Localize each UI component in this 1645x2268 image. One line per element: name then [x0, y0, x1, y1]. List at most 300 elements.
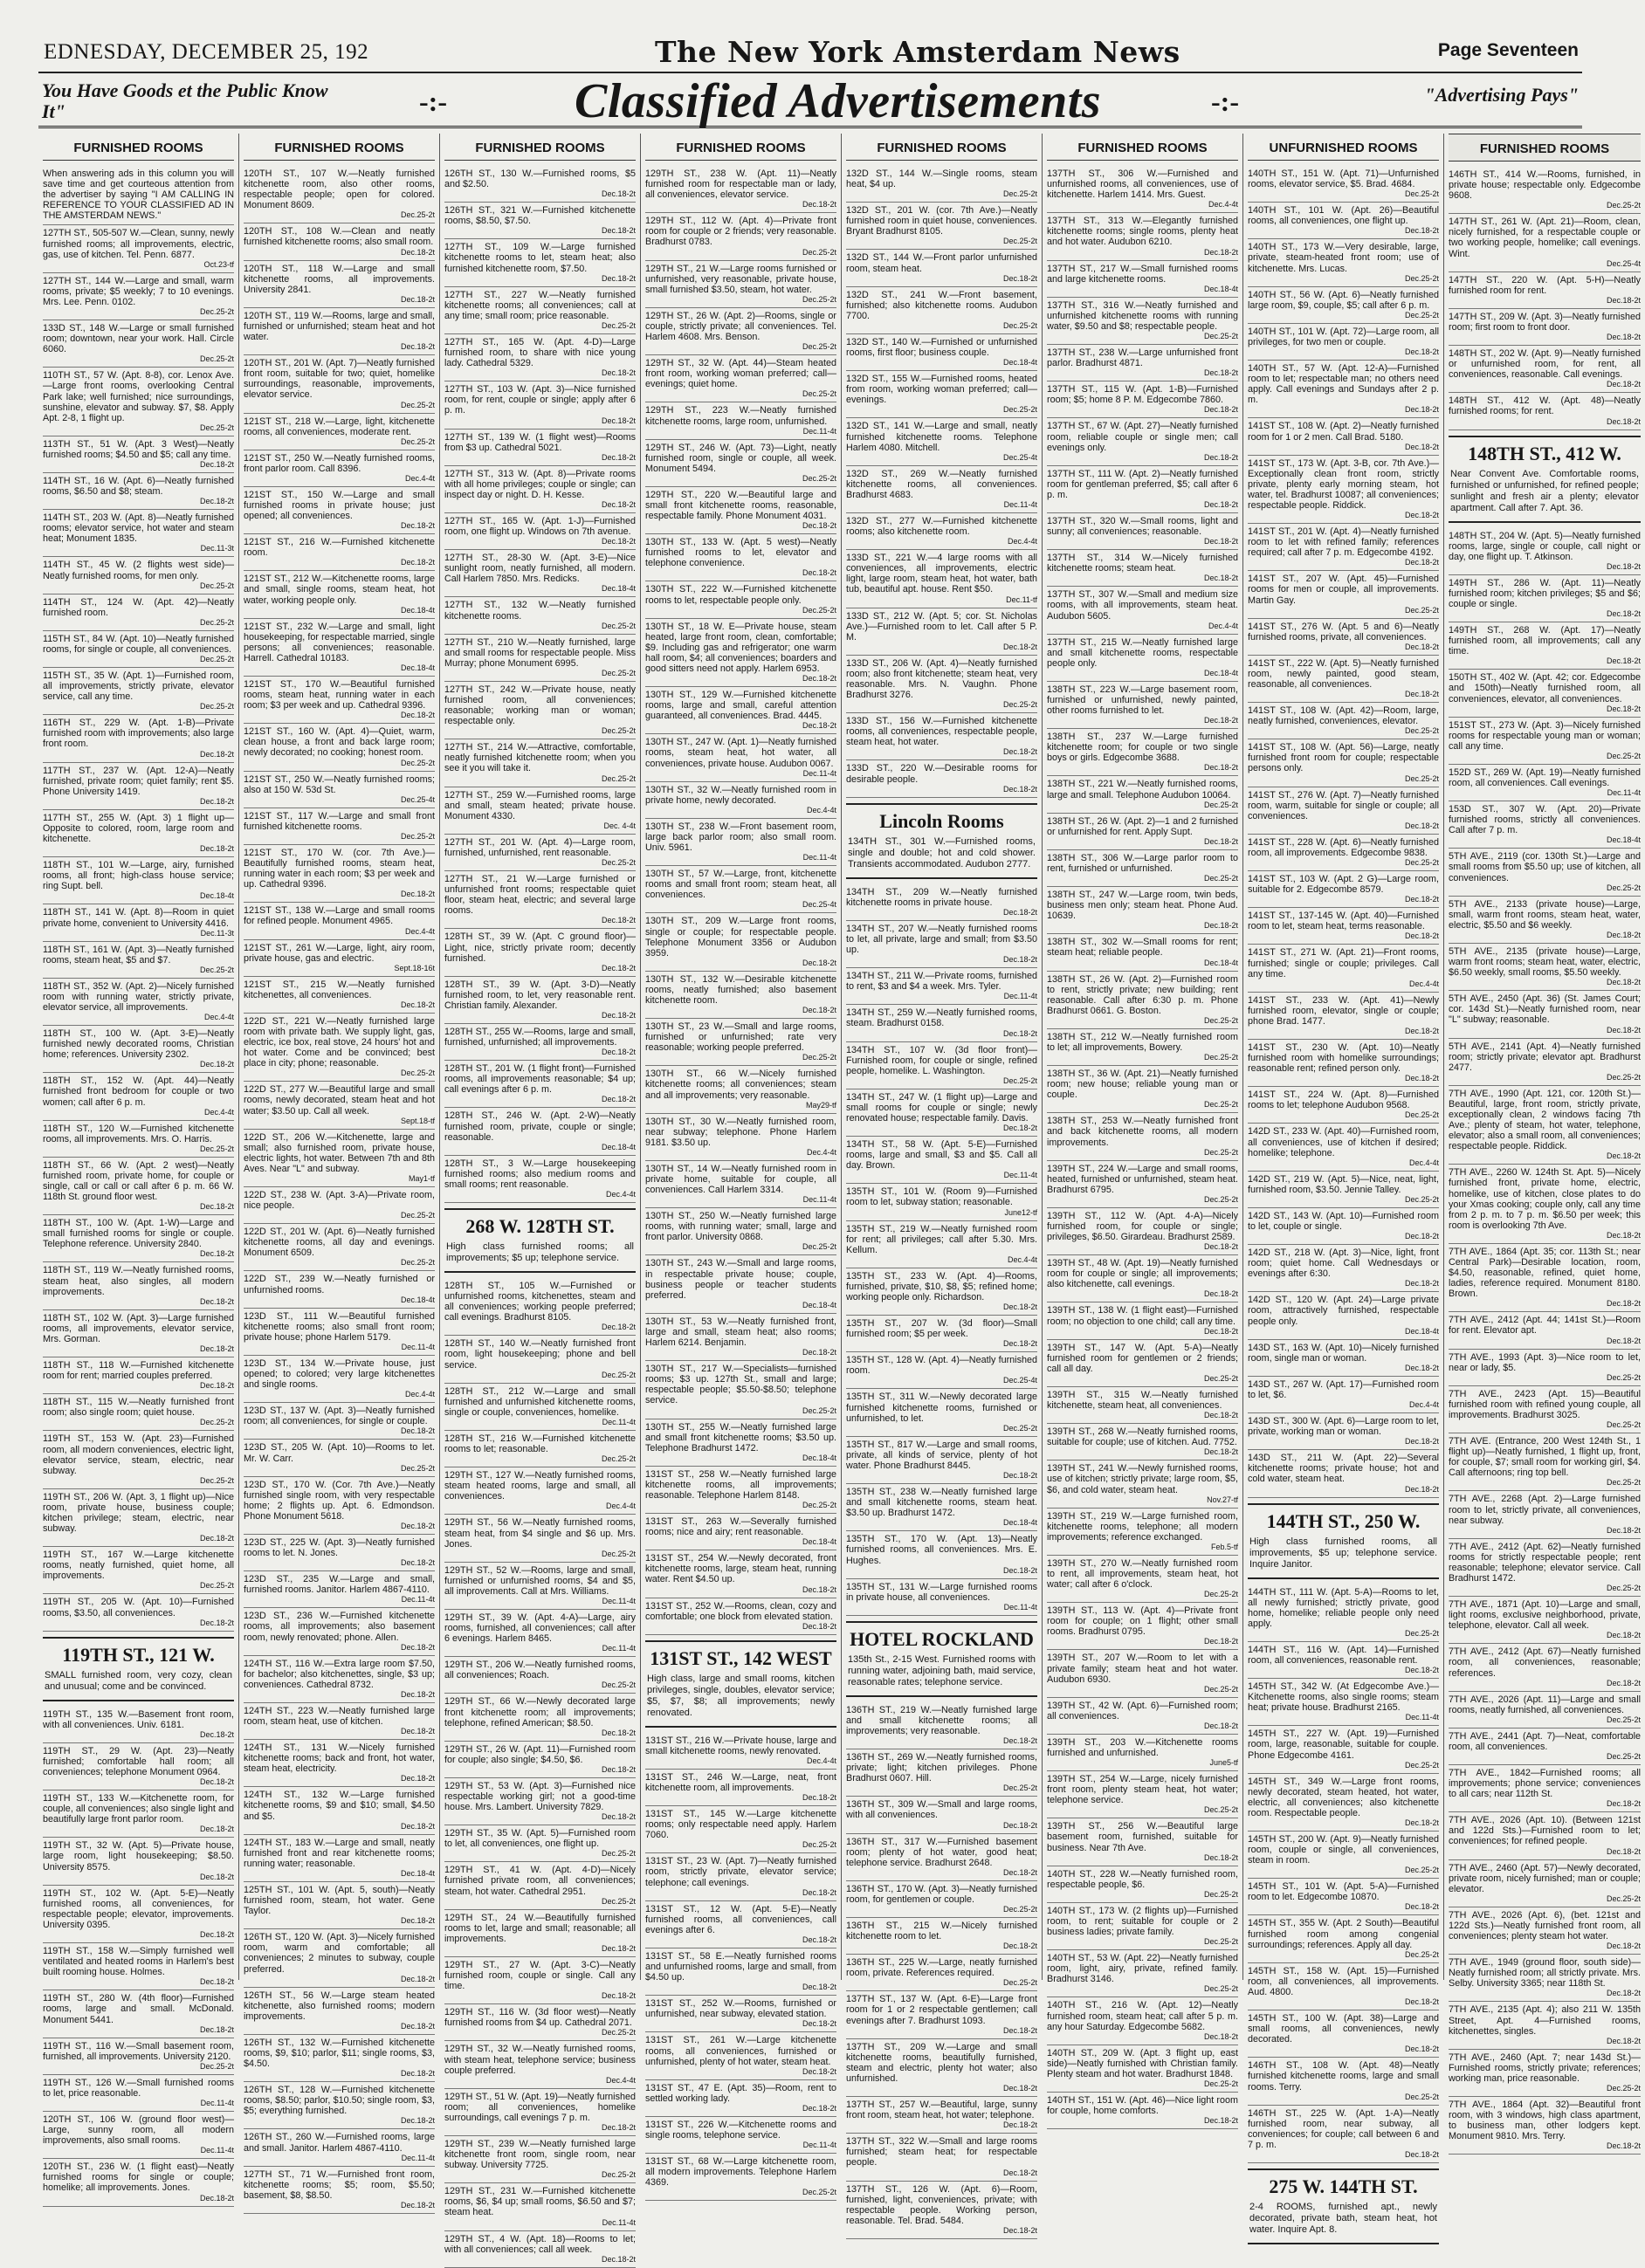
ad-insertion-code: Dec.25-2t [601, 773, 636, 783]
classified-ad: 141ST ST., 276 W. (Apt. 7)—Neatly furnished room, warm, suitable for single or couple; all conveniences. Dec.18-2t [1248, 787, 1439, 835]
classified-ad: 7TH AVE., 1864 (Apt. 35; cor. 113th St.; near Central Park)—Desirable location, room, $4.50, reasonable, refined, quiet home, ladies, reference required. Monument 8180. Brown. Dec.18-2t [1449, 1244, 1641, 1312]
ad-insertion-code: Dec.25-2t [1002, 1076, 1037, 1085]
classified-ad: 137TH ST., 257 W.—Beautiful, large, sunny front room, steam heat, hot water; telephone. Dec.18-2t [846, 2097, 1037, 2134]
classified-ad: 134TH ST., 107 W. (3d floor front)—Furnished room, for couple or single, refined people, homelike. L. Washington. Dec.25-2t [846, 1042, 1037, 1089]
classified-ad: 118TH ST., 152 W. (Apt. 44)—Neatly furnished front bedroom for couple or two women; call after 6 p. m. Dec.4-4t [43, 1073, 234, 1120]
ad-insertion-code: Dec.18-2t [199, 1930, 234, 1940]
ad-insertion-code: Dec.18-2t [601, 2122, 636, 2132]
classified-ad: 128TH ST., 39 W. (Apt. 3-D)—Neatly furnished room, to let, very reasonable rent. Christian family. Alexander. Dec.18-2t [444, 977, 636, 1024]
classified-ad: 126TH ST., 120 W. (Apt. 3)—Nicely furnished room, warm and comfortable; all conveniences; 2 minutes to subway, couple preferred. Dec.18-2t [244, 1929, 435, 1987]
ad-insertion-code: Dec.25-2t [400, 1069, 435, 1078]
classified-ad: 135TH ST., 238 W.—Neatly furnished large and small kitchenette rooms, steam heat. $3.50 up. Bradhurst 1472. Dec.18-4t [846, 1484, 1037, 1531]
section-title: Classified Advertisements [575, 74, 1102, 128]
ad-insertion-code: Dec.18-2t [802, 1983, 836, 1992]
classified-ad: 129TH ST., 41 W. (Apt. 4-D)—Nicely furnished private room, all conveniences; steam, hot water. Cathedral 2951. Dec.25-2t [444, 1862, 636, 1909]
classified-ad: 138TH ST., 247 W.—Large room, twin beds, business men only; steam heat. Phone Aud. 10639. Dec.18-2t [1047, 887, 1238, 934]
ad-insertion-code: Dec.25-2t [400, 831, 435, 841]
classified-ad: 139TH ST., 254 W.—Large, nicely furnished front room, plenty steam heat, hot water; telephone service. Dec.25-2t [1047, 1771, 1238, 1818]
classified-ad: 7TH AVE., 1993 (Apt. 3)—Nice room to let, near or lady, $5. Dec.25-2t [1449, 1350, 1641, 1386]
ad-insertion-code: Dec.25-2t [1606, 2083, 1641, 2093]
ad-insertion-code: Dec.25-2t [802, 389, 836, 399]
classified-ad: 138TH ST., 306 W.—Large parlor room to rent, furnished or unfurnished. Dec.25-2t [1047, 850, 1238, 887]
ad-insertion-code: Dec.25-2t [601, 668, 636, 677]
classified-ad: 7TH AVE., 2260 W. 124th St. Apt. 5)—Nicely furnished front, private home, electric, homelike, use of kitchen, close plates to do your Xmas cooking; couple only, call any time from 2 p. m. to 7 p. m. $6.50 per week; this room is overlooking 7th Ave. Dec.18-2t [1449, 1165, 1641, 1244]
classified-ad: 7TH AVE., 1949 (ground floor, south side)—Neatly furnished room; all strictly private. Mrs. Selby. University 3365; near 118th St. Dec.18-2t [1449, 1955, 1641, 2002]
classified-ad: 138TH ST., 26 W. (Apt. 2)—Furnished room to rent, strictly private; new building; rent reasonable. Call after 6:30 p. m. Phone Bradhurst 0661. G. Boston. Dec.25-2t [1047, 972, 1238, 1029]
classified-ad: 121ST ST., 218 W.—Large, light, kitchenette rooms, all conveniences, moderate rent. Dec.25-2t [244, 414, 435, 450]
ad-insertion-code: Dec.18-2t [1404, 1026, 1439, 1035]
ad-insertion-code: Dec.25-2t [1404, 1110, 1439, 1120]
classified-ad: 139TH ST., 268 W.—Neatly furnished rooms, suitable for couple; use of kitchen. Aud. 7752. Dec.18-2t [1047, 1424, 1238, 1460]
classified-ad: 127TH ST., 28-30 W. (Apt. 3-E)—Nice sunlight room, neatly furnished, all modern. Call Harlem 7850. Mrs. Redicks. Dec.18-4t [444, 550, 636, 597]
ad-insertion-code: Dec.18-2t [400, 1774, 435, 1783]
classified-ad: 127TH ST., 210 W.—Neatly furnished, large and small rooms for respectable people. Miss Murray; phone Monument 6995. Dec.25-2t [444, 635, 636, 682]
ad-insertion-code: Dec.18-2t [601, 1728, 636, 1737]
classified-ad: 130TH ST., 217 W.—Specialists—furnished rooms; $3 up. 127th St., small and large; respectable people; $5.50-$8.50; telephone service. Dec.25-2t [645, 1361, 836, 1419]
ad-insertion-code: Dec.18-2t [1002, 1942, 1037, 1951]
ad-insertion-code: Dec.18-2t [1203, 1326, 1238, 1336]
classified-ad: 129TH ST., 239 W.—Neatly furnished large kitchenette front room, single room, near subway. University 7725. Dec.25-2t [444, 2136, 636, 2183]
ad-insertion-code: Dec.25-2t [1002, 1783, 1037, 1793]
ad-insertion-code: Dec.18-2t [601, 1095, 636, 1104]
ad-insertion-code: Dec.18-2t [400, 2116, 435, 2126]
ad-insertion-code: Dec.18-2t [1404, 1232, 1439, 1241]
classified-ad: 145TH ST., 227 W. (Apt. 19)—Furnished room, large, reasonable, suitable for couple. Phone Edgecombe 4161. Dec.25-2t [1248, 1726, 1439, 1773]
ad-insertion-code: Dec.18-2t [1203, 1289, 1238, 1299]
classified-ad: 146TH ST., 225 W. (Apt. 1-A)—Neatly furnished room, near subway, all conveniences; for couple; call between 6 and 7 p. m. Dec.18-2t [1248, 2106, 1439, 2163]
ad-insertion-code: Dec.18-2t [1606, 704, 1641, 713]
classified-ad: 130TH ST., 14 W.—Neatly furnished room in private home, suitable for couple, all conveniences. Call Harlem 3314. Dec.11-4t [645, 1161, 836, 1208]
left-slogan: You Have Goods et the Public Know It" [42, 79, 328, 122]
ad-insertion-code: Dec.18-2t [199, 796, 234, 806]
classified-ad: 141ST ST., 103 W. (Apt. 2 G)—Large room, suitable for 2. Edgecombe 8579. Dec.18-2t [1248, 871, 1439, 908]
display-ad-body: 134TH ST., 301 W.—Furnished rooms, single and double; hot and cold shower. Transients accommodated. Audubon 2777. [848, 835, 1036, 869]
classified-ad: 119TH ST., 135 W.—Basement front room, with all conveniences. Univ. 6181. Dec.18-2t [43, 1707, 234, 1743]
ad-insertion-code: Dec.25-2t [802, 342, 836, 352]
classified-ad: 128TH ST., 246 W. (Apt. 2-W)—Neatly furnished room, private, couple or single; reasonable. Dec.18-4t [444, 1108, 636, 1155]
ad-insertion-code: Dec.25-2t [601, 621, 636, 630]
classified-ad: 5TH AVE., 2135 (private house)—Large, warm front rooms; steam heat, water, electric, $6.50 weekly, small rooms, $5.50 weekly. Dec.18-2t [1449, 944, 1641, 991]
ad-insertion-code: Dec. 4-4t [603, 821, 636, 830]
ad-insertion-code: Dec.11-4t [602, 2217, 636, 2227]
classified-ad: 123D ST., 236 W.—Furnished kitchenette rooms, all improvements; also basement room, newly renovated; phone. Allen. Dec.18-2t [244, 1608, 435, 1655]
classified-ad: 132D ST., 201 W. (cor. 7th Ave.)—Neatly furnished room in quiet house, conveniences. Bryant Bradhurst 8105. Dec.25-2t [846, 203, 1037, 250]
classified-ad: 136TH ST., 219 W.—Neatly furnished large and small kitchenette rooms; all improvements; very reasonable. Dec.18-2t [846, 1702, 1037, 1749]
classified-ad: 130TH ST., 18 W. E—Private house, steam heated, large front room, clean, comfortable; $9. Including gas and refrigerator; one warm hall room, $4; all conveniences; boarders and good sitters need not apply. Harlem 6953. Dec.18-2t [645, 619, 836, 687]
ad-insertion-code: Dec.18-2t [1606, 609, 1641, 619]
display-ad-heading: 119TH ST., 121 W. [62, 1643, 215, 1666]
ad-insertion-code: Dec.25-2t [400, 1211, 435, 1220]
ad-insertion-code: Dec.18-2t [1203, 1637, 1238, 1646]
classified-ad: 5TH AVE., 2119 (cor. 130th St.)—Large and small rooms from $5.50 up; use of kitchen, all conveniences. Dec.25-2t [1449, 849, 1641, 896]
ad-insertion-code: Dec.4-4t [806, 1756, 836, 1765]
ad-insertion-code: Dec.25-2t [802, 294, 836, 304]
classified-ad: 145TH ST., 101 W. (Apt. 5-A)—Furnished room to let. Edgecombe 10870. Dec.18-2t [1248, 1879, 1439, 1915]
ad-insertion-code: Dec.25-2t [400, 758, 435, 767]
classified-ad: 123D ST., 111 W.—Beautiful furnished kitchenette rooms; also small front room; private house; phone Harlem 5179. Dec.11-4t [244, 1309, 435, 1356]
classified-ad: 122D ST., 238 W. (Apt. 3-A)—Private room, nice people. Dec.25-2t [244, 1187, 435, 1224]
classified-ad: 114TH ST., 16 W. (Apt. 6)—Neatly furnished rooms, $6.50 and $8; steam. Dec.18-2t [43, 473, 234, 510]
ad-insertion-code: Dec.11-4t [1003, 992, 1037, 1001]
column-4 [641, 134, 842, 2197]
classified-ad: 142D ST., 120 W. (Apt. 24)—Large private room, attractively furnished, respectable people only. Dec.18-4t [1248, 1292, 1439, 1339]
classified-ad: 127TH ST., 214 W.—Attractive, comfortable, neatly furnished kitchenette room; when you see it you will take it. Dec.25-2t [444, 739, 636, 787]
ad-insertion-code: Dec.18-2t [601, 1943, 636, 1953]
classified-ad: 126TH ST., 260 W.—Furnished rooms, large and small. Janitor. Harlem 4867-4110. Dec.11-4t [244, 2129, 435, 2166]
classified-ad: 132D ST., 155 W.—Furnished rooms, heated from room, working woman preferred; call—evenings. Dec.25-2t [846, 371, 1037, 418]
ad-insertion-code: Dec.18-2t [1606, 2036, 1641, 2045]
display-ad-body: 135th St., 2-15 West. Furnished rooms with running water, adjoining bath, maid service, reasonable rates; telephone service. [848, 1653, 1036, 1687]
ad-insertion-code: Dec.18-2t [1606, 561, 1641, 571]
ad-insertion-code: Dec.18-2t [1606, 380, 1641, 389]
column-heading: FURNISHED ROOMS [444, 134, 636, 161]
ad-insertion-code: Dec.25-2t [199, 617, 234, 627]
classified-ad: 119TH ST., 280 W. (4th floor)—Furnished rooms, large and small. McDonald. Monument 5441. Dec.18-2t [43, 1990, 234, 2038]
ad-insertion-code: Dec.18-2t [400, 247, 435, 257]
ad-insertion-code: Dec.18-4t [400, 1868, 435, 1878]
ad-insertion-code: Dec.18-2t [1404, 1997, 1439, 2007]
classified-ad: 129TH ST., 220 W.—Beautiful large and small front kitchenette rooms, reasonable, respectable family. Phone Monument 4031. Dec.18-2t [645, 487, 836, 534]
ad-insertion-code: Dec.18-4t [400, 1295, 435, 1304]
classified-ad: 7TH AVE., 1864 (Apt. 32)—Beautiful front room, with 3 windows, high class apartment, to business man, other lodgers kept. Monument 9810. Mrs. Terry. Dec.18-2t [1449, 2097, 1641, 2155]
classified-ad: 141ST ST., 108 W. (Apt. 56)—Large, neatly furnished front room for couple; respectable persons only. Dec.25-2t [1248, 739, 1439, 787]
ad-insertion-code: Dec.11-4t [802, 426, 836, 436]
classified-ad: 145TH ST., 342 W. (At Edgecombe Ave.)—Kitchenette rooms, also single rooms; steam heat; private house. Bradhurst 2165. Dec.11-4t [1248, 1679, 1439, 1726]
classified-ad: 118TH ST., 66 W. (Apt. 2 west)—Neatly furnished room, private home, for couple or single, call or call or call after 6 p. m. 66 W. 118th St. ground floor west. Dec.18-2t [43, 1158, 234, 1215]
ad-insertion-code: Dec.18-2t [802, 1006, 836, 1015]
classified-ad: 114TH ST., 45 W. (2 flights west side)—Neatly furnished rooms, for men only. Dec.25-2t [43, 557, 234, 594]
ad-insertion-code: Dec.18-2t [199, 1777, 234, 1787]
classified-ad: 130TH ST., 23 W.—Small and large rooms, furnished or unfurnished; rate very reasonable; working people preferred. Dec.25-2t [645, 1019, 836, 1066]
classified-ad: 130TH ST., 243 W.—Small and large rooms, in respectable private house; couple, business people or teacher students preferred. Dec.18-4t [645, 1255, 836, 1313]
classified-ad: 138TH ST., 26 W. (Apt. 2)—1 and 2 furnished or unfurnished for rent. Apply Supt. Dec.18-2t [1047, 814, 1238, 850]
ad-insertion-code: Dec.18-2t [1002, 1124, 1037, 1133]
ad-insertion-code: Dec.4-4t [1007, 537, 1037, 546]
classified-ad: 7TH AVE., 2412 (Apt. 62)—Neatly furnished rooms for strictly respectable people; rent reasonable; telephone; elevator service. Call Bradhurst 1472. Dec.25-2t [1449, 1539, 1641, 1597]
ad-insertion-code: Dec.18-2t [1606, 656, 1641, 666]
classified-ad: 142D ST., 143 W. (Apt. 10)—Furnished room to let, couple or single. Dec.18-2t [1248, 1208, 1439, 1245]
ad-insertion-code: Dec.18-2t [1606, 2141, 1641, 2151]
ad-insertion-code: Dec.18-4t [802, 1537, 836, 1547]
display-ad [43, 1637, 234, 1701]
classified-ad: 7TH AVE., 2423 (Apt. 15)—Beautiful furnished room with refined young couple, all improvements. Bradhurst 3025. Dec.25-2t [1449, 1386, 1641, 1433]
classified-ad: 138TH ST., 237 W.—Large furnished kitchenette room; for couple or two single boys or girls. Edgecombe 3688. Dec.18-2t [1047, 729, 1238, 776]
ad-insertion-code: Dec.25-2t [1606, 201, 1641, 210]
classified-ad: 137TH ST., 137 W. (Apt. 6-E)—Large front room for 1 or 2 respectable gentlemen; call evenings after 7. Bradhurst 1093. Dec.18-2t [846, 1991, 1037, 2038]
classified-ad: 135TH ST., 101 W. (Room 9)—Furnished room to let, subway station; reasonable. June12-tf [846, 1184, 1037, 1220]
classified-ad: 129TH ST., 27 W. (Apt. 3-C)—Neatly furnished room, couple or single. Call any time. Dec.18-2t [444, 1957, 636, 2004]
ad-insertion-code: Dec.18-2t [1606, 295, 1641, 305]
ad-insertion-code: Dec.4-4t [806, 805, 836, 814]
classified-ad: 138TH ST., 223 W.—Large basement room, furnished or unfurnished, newly painted, other rooms furnished to let. Dec.18-2t [1047, 682, 1238, 729]
classified-ad: 121ST ST., 261 W.—Large, light, airy room, private house, gas and electric. Sept.18-16t [244, 940, 435, 977]
classified-ad: 142D ST., 219 W. (Apt. 5)—Nice, neat, light, furnished room, $3.50. Jennie Talley. Dec.25-2t [1248, 1172, 1439, 1208]
ad-insertion-code: Dec.25-2t [400, 210, 435, 220]
ad-insertion-code: Dec.18-2t [802, 1887, 836, 1897]
classified-ad: 121ST ST., 160 W. (Apt. 4)—Quiet, warm, clean house, a front and back large room; newly decorated; no cooking; honest room. Dec.25-2t [244, 724, 435, 771]
display-ad-heading: 144TH ST., 250 W. [1266, 1509, 1421, 1532]
ad-insertion-code: Dec.18-2t [400, 1426, 435, 1436]
ad-insertion-code: Dec.25-4t [1606, 258, 1641, 268]
ad-insertion-code: Dec.11-4t [802, 768, 836, 778]
classified-ad: 129TH ST., 52 W.—Rooms, large and small, furnished or unfurnished rooms, $4 and $5, all improvements. Call at Mrs. Williams. Dec.11-4t [444, 1563, 636, 1610]
classified-ad: 131ST ST., 145 W.—Large kitchenette rooms; only respectable need apply. Harlem 7060. Dec.25-2t [645, 1806, 836, 1853]
display-ad-heading: Lincoln Rooms [879, 809, 1004, 832]
classified-ad: 140TH ST., 228 W.—Neatly furnished room, respectable people, $6. Dec.25-2t [1047, 1866, 1238, 1903]
classified-ad: 129TH ST., 4 W. (Apt. 18)—Rooms to let; with all conveniences; call all week. Dec.18-2t [444, 2231, 636, 2268]
ad-insertion-code: Dec.18-2t [400, 342, 435, 352]
ad-insertion-code: Dec.25-2t [1606, 883, 1641, 892]
classified-ad: 121ST ST., 232 W.—Large and small, light housekeeping, for respectable married, single persons; all conveniences; reasonable. Harrell. Cathedral 10183. Dec.18-4t [244, 619, 435, 677]
ad-insertion-code: Dec.18-2t [1002, 1867, 1037, 1877]
classified-ad: 7TH AVE. (Entrance, 200 West 124th St., 1 flight up)—Neatly furnished, 1 flight up, front, for couple, $7; small room for working girl, $4. Call afternoons; ring top bell. Dec.25-2t [1449, 1433, 1641, 1491]
classified-ad: 114TH ST., 124 W. (Apt. 42)—Neatly furnished room. Dec.25-2t [43, 594, 234, 631]
classified-ad: 139TH ST., 315 W.—Neatly furnished kitchenette, steam heat, all conveniences. Dec.18-2t [1047, 1387, 1238, 1424]
ad-insertion-code: Dec.25-2t [1404, 310, 1439, 320]
classified-ad: 145TH ST., 158 W. (Apt. 15)—Furnished room, all conveniences, all improvements. Aud. 4800. Dec.18-2t [1248, 1963, 1439, 2010]
classified-ad: 129TH ST., 26 W. (Apt. 2)—Rooms, single or couple, strictly private; all conveniences. Tel. Harlem 4608. Mrs. Benson. Dec.25-2t [645, 308, 836, 355]
ad-insertion-code: Dec.25-2t [1606, 1372, 1641, 1382]
classified-ad: 139TH ST., 207 W.—Room to let with a private family; steam heat and hot water. Audubon 6930. Dec.25-2t [1047, 1650, 1238, 1697]
display-ad [846, 1621, 1037, 1697]
ad-insertion-code: Dec.11-4t [802, 1195, 836, 1205]
ad-insertion-code: Dec.25-2t [1404, 189, 1439, 199]
ad-insertion-code: Dec.18-2t [1404, 1437, 1439, 1447]
ad-insertion-code: Dec.18-2t [601, 368, 636, 378]
ad-insertion-code: Dec.11-4t [401, 1342, 435, 1351]
classified-ad: 126TH ST., 56 W.—Large steam heated kitchenette, also furnished rooms; modern improvements. Dec.18-2t [244, 1988, 435, 2035]
classified-ad: 129TH ST., 56 W.—Neatly furnished rooms, steam heat, from $4 single and $6 up. Mrs. Jones. Dec.25-2t [444, 1515, 636, 1562]
column-heading: FURNISHED ROOMS [1449, 134, 1641, 162]
ad-insertion-code: Dec.18-2t [400, 1558, 435, 1568]
classified-ad: 119TH ST., 167 W.—Large kitchenette rooms, neatly furnished, quiet home, all improvements. Dec.25-2t [43, 1547, 234, 1594]
classified-ad: 130TH ST., 53 W.—Neatly furnished front, large and small, steam heat; also rooms; Harlem 6214. Benjamin. Dec.18-2t [645, 1314, 836, 1361]
ad-insertion-code: Dec.18-2t [802, 1935, 836, 1944]
ad-insertion-code: Dec.25-2t [1404, 1866, 1439, 1875]
classified-ad: 119TH ST., 102 W. (Apt. 5-E)—Neatly furnished rooms, all conveniences, for respectable people; elevator, improvements. University 0395. Dec.18-2t [43, 1886, 234, 1943]
classified-ad: 123D ST., 225 W. (Apt. 3)—Neatly furnished rooms to let. N. Jones. Dec.18-2t [244, 1535, 435, 1571]
classified-ad: 139TH ST., 138 W. (1 flight east)—Furnished room; no objection to one child; call any time. Dec.18-2t [1047, 1302, 1238, 1339]
ad-insertion-code: Dec.18-2t [1404, 1484, 1439, 1494]
display-ad [1449, 436, 1641, 523]
ad-insertion-code: Dec.18-2t [802, 1621, 836, 1631]
ad-insertion-code: Dec.18-2t [601, 416, 636, 425]
ad-insertion-code: Dec.18-4t [1203, 668, 1238, 677]
classified-ad: 7TH AVE., 2026 (Apt. 10). (Between 121st and 122d Sts.)—Furnished room to let; conveniences; for refined people. Dec.18-2t [1449, 1812, 1641, 1859]
ad-insertion-code: Dec.4-4t [1208, 200, 1238, 210]
ad-insertion-code: Dec.18-2t [199, 1249, 234, 1259]
display-ad-heading: 268 W. 128TH ST. [465, 1215, 615, 1237]
classified-ad: 140TH ST., 173 W.—Very desirable, large, private, steam-heated front room; use of kitchenette. Mrs. Lucas. Dec.25-2t [1248, 239, 1439, 286]
classified-ad: 143D ST., 300 W. (Apt. 6)—Large room to let, private, working man or woman. Dec.18-2t [1248, 1413, 1439, 1450]
classified-ad: 121ST ST., 250 W.—Neatly furnished rooms; also at 150 W. 53d St. Dec.25-4t [244, 772, 435, 808]
classified-ad: 135TH ST., 207 W. (3d floor)—Small furnished room; $5 per week. Dec.18-2t [846, 1316, 1037, 1352]
ad-insertion-code: Dec.25-2t [199, 1475, 234, 1485]
classified-ad: 132D ST., 144 W.—Front parlor unfurnished room, steam heat. Dec.18-2t [846, 250, 1037, 286]
classified-ad: 130TH ST., 30 W.—Neatly furnished room, near subway; telephone. Phone Harlem 9181. $3.50 up. Dec.4-4t [645, 1114, 836, 1161]
ad-insertion-code: Dec.18-2t [1404, 2149, 1439, 2159]
ad-insertion-code: Dec.18-2t [199, 749, 234, 759]
ad-insertion-code: Dec.18-2t [1002, 273, 1037, 283]
classified-ad: 126TH ST., 132 W.—Furnished kitchenette rooms, $9, $10; parlor, $11; single rooms, $3, $4.50. Dec.18-2t [244, 2035, 435, 2082]
classified-ad: 124TH ST., 116 W.—Extra large room $7.50, for bachelor; also kitchenettes, single, $3 up; conveniences. Cathedral 8732. Dec.18-2t [244, 1656, 435, 1703]
ad-insertion-code: Dec.25-2t [1606, 1715, 1641, 1724]
classified-ad: 131ST ST., 258 W.—Neatly furnished large kitchenette rooms, all improvements; reasonable. Telephone Harlem 8148. Dec.25-2t [645, 1467, 836, 1514]
masthead [38, 26, 1582, 73]
classified-ad: 149TH ST., 268 W. (Apt. 17)—Neatly furnished room, all improvements; call any time. Dec.18-2t [1449, 622, 1641, 670]
ad-insertion-code: Dec.18-2t [802, 1793, 836, 1803]
ad-insertion-code: Dec.18-2t [1203, 716, 1238, 725]
ad-insertion-code: Dec.18-2t [1203, 2031, 1238, 2041]
classified-ad: 123D ST., 134 W.—Private house, just opened; to colored; very large kitchenettes and single rooms. Dec.4-4t [244, 1356, 435, 1403]
classified-ad: 127TH ST., 144 W.—Large and small, warm rooms, private; $5 weekly; 7 to 10 evenings. Mrs. Lee. Penn. 0102. Dec.25-2t [43, 273, 234, 320]
classified-ad: 134TH ST., 247 W. (1 flight up)—Large and small rooms for couple or single; newly renovated house; respectable family. Davis. Dec.18-2t [846, 1089, 1037, 1137]
ad-insertion-code: Dec.25-2t [601, 2170, 636, 2180]
ad-insertion-code: Dec.18-2t [199, 1296, 234, 1306]
ad-insertion-code: Dec.25-2t [1606, 1072, 1641, 1082]
ad-insertion-code: Dec.25-2t [601, 320, 636, 330]
classified-ad: 131ST ST., 47 E. (Apt. 35)—Room, rent to settled working lady. Dec.18-2t [645, 2080, 836, 2117]
ad-insertion-code: Dec.18-2t [1404, 821, 1439, 830]
ad-insertion-code: Dec.25-2t [1203, 1590, 1238, 1599]
classified-ad: 127TH ST., 165 W. (Apt. 4-D)—Large furnished room, to share with nice young lady. Cathedral 5329. Dec.18-2t [444, 334, 636, 381]
ad-insertion-code: Dec.18-2t [400, 1000, 435, 1009]
classified-ad: 132D ST., 269 W.—Neatly furnished kitchenette rooms, all conveniences. Bradhurst 4683. Dec.11-4t [846, 466, 1037, 513]
classified-ad: 126TH ST., 321 W.—Furnished kitchenette rooms, $8.50, $7.50. Dec.18-2t [444, 203, 636, 239]
classified-ad: 129TH ST., 112 W. (Apt. 4)—Private front room for couple or 2 friends; very reasonable. Bradhurst 0783. Dec.25-2t [645, 213, 836, 260]
ad-insertion-code: Dec.18-2t [1002, 2225, 1037, 2235]
ad-insertion-code: Dec.18-2t [400, 558, 435, 567]
ad-insertion-code: Dec.11-4t [802, 2141, 836, 2150]
classified-ad: 135TH ST., 233 W. (Apt. 4)—Rooms, furnished, private, $10, $8, $5; refined home; working people only. Richardson. Dec.18-2t [846, 1268, 1037, 1316]
classified-ad: 133D ST., 206 W. (Apt. 4)—Neatly furnished room; also front kitchenette; steam heat, very reasonable. Mrs. N. Vaughn. Phone Bradhurst 3276. Dec.25-2t [846, 656, 1037, 713]
classified-ad: 147TH ST., 261 W. (Apt. 21)—Room, clean, nicely furnished, for a respectable couple or two working people, homelike; call evenings. Wint. Dec.25-4t [1449, 214, 1641, 271]
display-ad-heading: HOTEL ROCKLAND [850, 1627, 1034, 1650]
classified-ad: 129TH ST., 32 W. (Apt. 44)—Steam heated front room, working woman preferred; call—evenings; quiet home. Dec.25-2t [645, 355, 836, 402]
classified-ad: 147TH ST., 209 W. (Apt. 3)—Neatly furnished room; first room to front door. Dec.18-2t [1449, 309, 1641, 346]
classified-ad: 130TH ST., 247 W. (Apt. 1)—Neatly furnished rooms, steam heat, hot water, all conveniences, private house. Audubon 0067. Dec.11-4t [645, 734, 836, 781]
ad-insertion-code: Dec.11-4t [200, 2098, 234, 2107]
classified-ad: 122D ST., 239 W.—Neatly furnished or unfurnished rooms. Dec.18-4t [244, 1271, 435, 1308]
classified-ad: 122D ST., 277 W.—Beautiful large and small rooms, newly decorated, steam heat and hot water; $3.50 up. Call all week. Sept.18-tf [244, 1082, 435, 1129]
classified-ad: 147TH ST., 220 W. (Apt. 5-H)—Neatly furnished room for rent. Dec.18-2t [1449, 272, 1641, 309]
ad-insertion-code: Dec.4-4t [605, 2075, 636, 2085]
classified-ad: 127TH ST., 71 W.—Furnished front room, kitchenette rooms; $5; room, $5.50; basement, $8, $8.50. Dec.18-2t [244, 2167, 435, 2214]
classified-ad: 132D ST., 141 W.—Large and small, neatly furnished kitchenette rooms. Telephone Harlem 4080. Mitchell. Dec.25-4t [846, 418, 1037, 465]
ad-insertion-code: Dec.18-2t [1404, 2045, 1439, 2054]
ad-insertion-code: Dec.18-2t [400, 2021, 435, 2031]
ad-insertion-code: Dec.18-4t [1002, 1518, 1037, 1528]
ad-insertion-code: Dec.18-2t [1002, 2025, 1037, 2035]
section-banner [38, 73, 1582, 128]
ad-insertion-code: Dec.25-2t [1002, 1905, 1037, 1914]
ad-insertion-code: Dec.25-2t [199, 2061, 234, 2071]
classified-ad: 141ST ST., 108 W. (Apt. 42)—Room, large, neatly furnished, conveniences, elevator. Dec.25-2t [1248, 703, 1439, 739]
column-2 [239, 134, 440, 2210]
classified-ad: 118TH ST., 120 W.—Furnished kitchenette rooms, all improvements. Mrs. O. Harris. Dec.25-2t [43, 1121, 234, 1158]
classified-ad: 118TH ST., 102 W. (Apt. 3)—Large furnished rooms, all improvements, elevator service, Mrs. Gorman. Dec.18-2t [43, 1310, 234, 1357]
ad-insertion-code: Dec.11-4t [1003, 1171, 1037, 1180]
classified-ad: 133D ST., 148 W.—Large or small furnished room; downtown, near your work. Hall. Circle 6060. Dec.25-2t [43, 320, 234, 368]
classified-ad: 131ST ST., 261 W.—Large kitchenette rooms, all conveniences, furnished or unfurnished, plenty of hot water, steam heat. Dec.18-2t [645, 2032, 836, 2079]
ad-insertion-code: Dec.18-2t [802, 568, 836, 578]
ad-insertion-code: Dec.18-2t [1002, 955, 1037, 965]
classified-ad: 7TH AVE., 2135 (Apt. 4); also 211 W. 135th Street, Apt. 4—Furnished rooms, kitchenettes, singles. Dec.18-2t [1449, 2002, 1641, 2049]
classified-ad: 139TH ST., 147 W. (Apt. 5-A)—Neatly furnished room for gentlemen or 2 friends; call all day. Dec.25-2t [1047, 1340, 1238, 1387]
classified-ad: 127TH ST., 313 W. (Apt. 8)—Private rooms with all home privileges; couple or single; can inspect day or night. D. H. Kesse. Dec.18-2t [444, 466, 636, 513]
classified-ad: 139TH ST., 219 W.—Large furnished room, kitchenette rooms, telephone; all modern improvements; reference exchanged. Feb.5-tf [1047, 1509, 1238, 1556]
classified-ad: 139TH ST., 113 W. (Apt. 4)—Private front room for couple; on 1 flight; other small rooms. Bradhurst 0795. Dec.18-2t [1047, 1603, 1238, 1650]
classified-ad: 119TH ST., 29 W. (Apt. 23)—Neatly furnished; comfortable hall room; all conveniences; telephone Monument 0964. Dec.18-2t [43, 1743, 234, 1790]
ad-insertion-code: Dec.18-2t [1606, 1151, 1641, 1161]
ad-insertion-code: Dec.18-2t [1404, 895, 1439, 904]
classified-ad: 129TH ST., 66 W.—Newly decorated large front kitchenette room; all improvements; telephone, refined American; $8.50. Dec.18-2t [444, 1694, 636, 1741]
page-number: Page Seventeen [1437, 40, 1579, 60]
display-ad-body: SMALL furnished room, very cozy, clean and unusual; come and be convinced. [45, 1669, 232, 1692]
ad-insertion-code: Dec.18-2t [1606, 1942, 1641, 1951]
ad-insertion-code: Dec.11-4t [802, 853, 836, 863]
ad-insertion-code: Dec.4-4t [203, 1013, 234, 1022]
ad-insertion-code: Dec.18-2t [1606, 1299, 1641, 1309]
classified-ad: 124TH ST., 223 W.—Neatly furnished large room, steam heat, use of kitchen. Dec.18-2t [244, 1703, 435, 1740]
classified-ad: 118TH ST., 100 W. (Apt. 3-E)—Neatly furnished newly decorated rooms, Christian home; references. University 2302. Dec.18-2t [43, 1026, 234, 1073]
ad-insertion-code: Dec.18-2t [199, 1825, 234, 1834]
classified-ad: 135TH ST., 817 W.—Large and small rooms, private, all kinds of service, plenty of hot water. Phone Bradhurst 8445. Dec.18-2t [846, 1437, 1037, 1484]
classified-ad: 120TH ST., 119 W.—Rooms, large and small, furnished or unfurnished; steam heat and hot water. Dec.18-2t [244, 308, 435, 355]
ad-insertion-code: Dec.25-2t [601, 726, 636, 736]
ad-insertion-code: Dec.25-2t [1203, 1373, 1238, 1383]
ad-insertion-code: Feb.5-tf [1210, 1542, 1238, 1551]
classified-ad: 136TH ST., 309 W.—Small and large rooms, with all conveniences. Dec.18-2t [846, 1797, 1037, 1833]
classified-ad: 129TH ST., 26 W. (Apt. 11)—Furnished room for couple; also single; $4.50, $6. Dec.18-2t [444, 1742, 636, 1778]
ad-insertion-code: Dec.18-2t [1203, 1411, 1238, 1420]
ad-insertion-code: Dec.25-2t [1203, 1889, 1238, 1899]
ad-insertion-code: Sept.18-tf [400, 1116, 435, 1125]
ad-insertion-code: Dec.25-2t [601, 2028, 636, 2038]
classified-ad: 140TH ST., 151 W. (Apt. 71)—Unfurnished rooms, elevator service, $5. Brad. 4684. Dec.25-2t [1248, 166, 1439, 203]
classified-ad: 150TH ST., 402 W. (Apt. 42; cor. Edgecombe and 150th)—Neatly furnished room, all conveniences, elevator, all conveniences. Dec.18-2t [1449, 670, 1641, 717]
ad-insertion-code: Dec.18-2t [400, 521, 435, 531]
classified-ad: 119TH ST., 126 W.—Small furnished rooms to let, price reasonable. Dec.11-4t [43, 2075, 234, 2112]
classified-ad: 123D ST., 235 W.—Large and small, furnished rooms. Janitor. Harlem 4867-4110. Dec.11-4t [244, 1571, 435, 1608]
issue-date: EDNESDAY, DECEMBER 25, 192 [44, 40, 369, 64]
classified-ad: 137TH ST., 320 W.—Small rooms, light and sunny; all conveniences; reasonable. Dec.18-2t [1047, 513, 1238, 550]
ad-insertion-code: Dec.18-4t [1203, 958, 1238, 967]
classified-ad: 121ST ST., 138 W.—Large and small rooms for refined people. Monument 4965. Dec.4-4t [244, 903, 435, 939]
ad-insertion-code: Dec.25-4t [400, 794, 435, 804]
ad-insertion-code: Dec.18-2t [1002, 2168, 1037, 2177]
classified-ad: 121ST ST., 117 W.—Large and small front furnished kitchenette rooms. Dec.25-2t [244, 808, 435, 845]
classified-ad: 137TH ST., 322 W.—Small and large rooms furnished; steam heat; for respectable people. Dec.18-2t [846, 2134, 1037, 2181]
ad-insertion-code: Dec.18-2t [199, 497, 234, 506]
ad-insertion-code: Dec.18-2t [1203, 537, 1238, 546]
column-7 [1243, 134, 1444, 2235]
ad-insertion-code: Dec.18-4t [1203, 284, 1238, 293]
classified-ad: 130TH ST., 129 W.—Furnished kitchenette rooms, large and small, careful attention guaranteed, all conveniences. Brad. 4445. Dec.18-2t [645, 687, 836, 734]
classified-ad: 131ST ST., 226 W.—Kitchenette rooms and single rooms, telephone service. Dec.11-4t [645, 2117, 836, 2154]
classified-ad: 7TH AVE., 2460 (Apt. 7; near 143d St.)—Furnished rooms, strictly private; references; working man, price reasonable. Dec.25-2t [1449, 2050, 1641, 2097]
classified-ad: 115TH ST., 35 W. (Apt. 1)—Furnished room, all improvements, strictly private, elevator service, call any time. Dec.25-2t [43, 668, 234, 715]
classified-ad: 117TH ST., 237 W. (Apt. 12-A)—Neatly furnished, private room; quiet family; rent $5. Phone University 1419. Dec.18-2t [43, 763, 234, 810]
classified-ad: 133D ST., 156 W.—Furnished kitchenette rooms, all conveniences, respectable people, steam heat, hot water. Dec.18-2t [846, 713, 1037, 760]
classified-ad: 121ST ST., 250 W.—Neatly furnished rooms, front parlor room. Call 8396. Dec.4-4t [244, 450, 435, 487]
ad-insertion-code: Dec.18-2t [1606, 1336, 1641, 1345]
column-5 [842, 134, 1043, 2235]
ad-insertion-code: Dec.18-2t [1606, 1846, 1641, 1856]
classified-ad: 124TH ST., 132 W.—Large furnished kitchenette rooms, $9 and $10; small, $4.50 and $5. Dec.18-2t [244, 1787, 435, 1834]
ad-insertion-code: Dec.18-4t [400, 663, 435, 672]
ad-insertion-code: June12-tf [1004, 1207, 1037, 1217]
